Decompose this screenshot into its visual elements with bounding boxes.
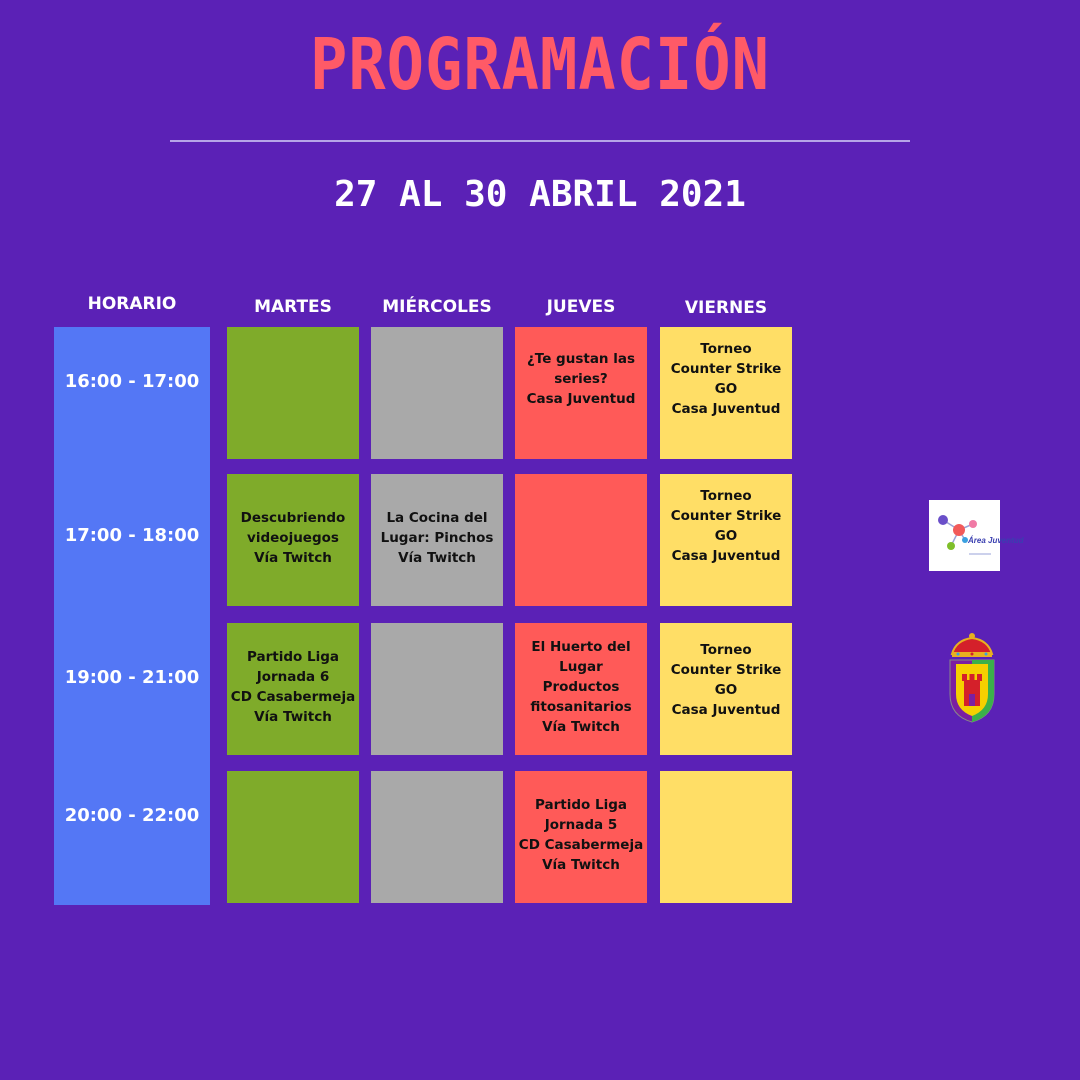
- cell-miercoles-4: [371, 771, 503, 903]
- header-martes: MARTES: [254, 297, 332, 317]
- cell-viernes-2: [660, 474, 792, 606]
- area-juventud-icon: [929, 500, 1024, 571]
- time-slot-2: 17:00 - 18:00: [64, 525, 200, 546]
- cell-miercoles-3: [371, 623, 503, 755]
- time-slot-1: 16:00 - 17:00: [64, 371, 200, 392]
- time-slot-4: 20:00 - 22:00: [64, 805, 200, 826]
- header-horario: HORARIO: [87, 294, 177, 314]
- cell-text: ¿Te gustan las series? Casa Juventud: [526, 351, 636, 407]
- header-jueves: JUEVES: [546, 297, 616, 317]
- cell-jueves-2: [515, 474, 647, 606]
- cell-text: Torneo Counter Strike GO Casa Juventud: [670, 488, 782, 564]
- cell-martes-4: [227, 771, 359, 903]
- date-range: 27 AL 30 ABRIL 2021: [334, 174, 746, 215]
- cell-text: Torneo Counter Strike GO Casa Juventud: [670, 341, 782, 417]
- cell-text: Partido Liga Jornada 6 CD Casabermeja Vía Twitch: [230, 649, 356, 725]
- cell-viernes-1: [660, 327, 792, 459]
- logo-text: Área Juventud: [968, 536, 1024, 545]
- cell-viernes-3: [660, 623, 792, 755]
- cell-jueves-1: [515, 327, 647, 459]
- time-slot-3: 19:00 - 21:00: [64, 667, 200, 688]
- cell-viernes-4: [660, 771, 792, 903]
- coat-of-arms-icon: [946, 632, 998, 724]
- cell-jueves-3: [515, 623, 647, 755]
- area-juventud-logo: [929, 500, 1024, 571]
- cell-text: Partido Liga Jornada 5 CD Casabermeja Vía Twitch: [518, 797, 644, 873]
- header-miercoles: MIÉRCOLES: [382, 297, 492, 317]
- cell-text: Torneo Counter Strike GO Casa Juventud: [670, 642, 782, 718]
- cell-jueves-4: [515, 771, 647, 903]
- cell-martes-2: [227, 474, 359, 606]
- cell-text: El Huerto del Lugar Productos fitosanitarios Vía Twitch: [530, 639, 632, 735]
- cell-martes-3: [227, 623, 359, 755]
- header-viernes: VIERNES: [684, 298, 768, 318]
- title-divider: [170, 140, 910, 142]
- cell-text: La Cocina del Lugar: Pinchos Vía Twitch: [380, 510, 494, 566]
- cell-miercoles-1: [371, 327, 503, 459]
- cell-text: Descubriendo videojuegos Vía Twitch: [240, 510, 346, 566]
- cell-martes-1: [227, 327, 359, 459]
- page-title: PROGRAMACIÓN: [310, 22, 770, 107]
- cell-miercoles-2: [371, 474, 503, 606]
